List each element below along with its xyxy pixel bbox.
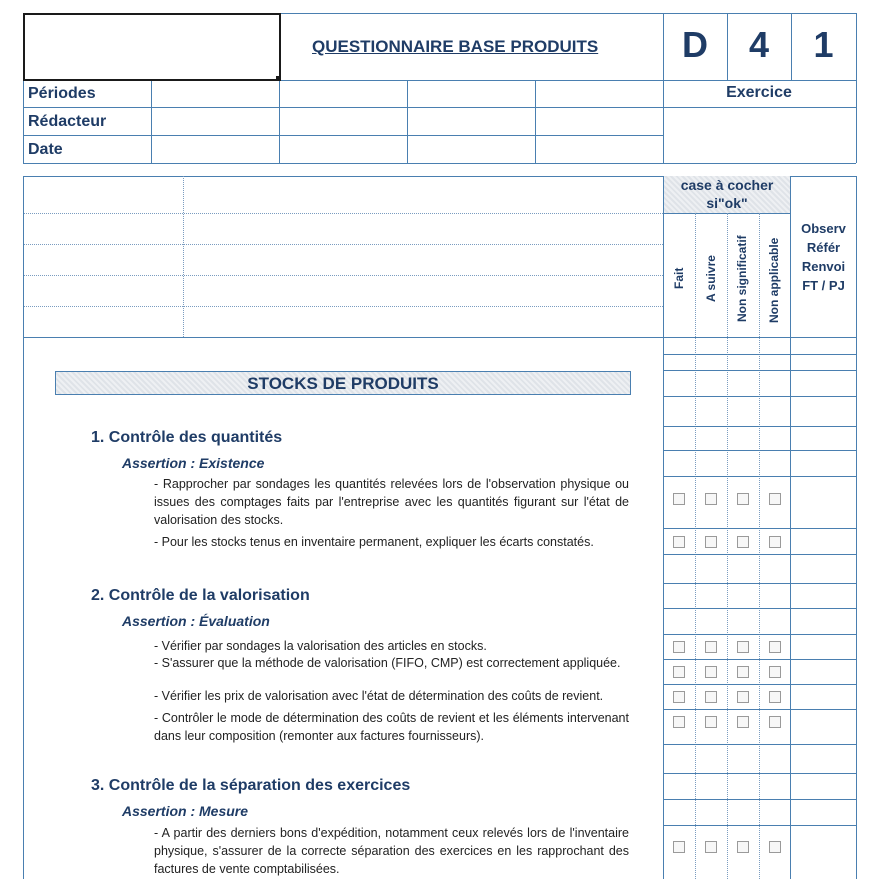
section-2-item-4: - Contrôler le mode de détermination des coûts de revient et les éléments intervenant dans leur composition (remonter aux factures fournisseurs). [154, 711, 629, 743]
checkbox-non-significatif[interactable] [737, 666, 749, 678]
checkbox-non-applicable[interactable] [769, 841, 781, 853]
checkbox-a-suivre[interactable] [705, 716, 717, 728]
checkbox-a-suivre[interactable] [705, 536, 717, 548]
obs-line-3: Renvoi [801, 259, 846, 274]
checkbox-non-significatif[interactable] [737, 716, 749, 728]
section-2-title: 2. Contrôle de la valorisation [91, 587, 310, 604]
section-2-assertion: Assertion : Évaluation [122, 613, 270, 629]
checkbox-group-label-2: si"ok" [706, 195, 748, 211]
section-3-title: 3. Contrôle de la séparation des exercices [91, 777, 411, 794]
checkbox-a-suivre[interactable] [705, 493, 717, 505]
col-header-fait: Fait [672, 267, 686, 289]
checkbox-non-applicable[interactable] [769, 716, 781, 728]
checkbox-non-applicable[interactable] [769, 641, 781, 653]
section-3-item-1: - A partir des derniers bons d'expédition, notamment ceux relevés lors de l'inventaire physique, s'assurer de la correcte séparation des exercices en les rapprochant des factures de vente comptabilisées. [154, 826, 629, 876]
section-1-assertion: Assertion : Existence [122, 455, 265, 471]
section-1-title: 1. Contrôle des quantités [91, 429, 283, 446]
checkbox-a-suivre[interactable] [705, 666, 717, 678]
col-header-observations [791, 219, 856, 295]
checkbox-non-significatif[interactable] [737, 641, 749, 653]
checkbox-non-significatif[interactable] [737, 691, 749, 703]
section-1-item-1: - Rapprocher par sondages les quantités relevées lors de l'observation physique ou issues des comptages faits par l'entreprise avec les quantités figurant sur l'état de valorisation des stocks. [154, 477, 629, 527]
checkbox-fait[interactable] [673, 536, 685, 548]
code-letter: D [682, 24, 708, 65]
checkbox-non-significatif[interactable] [737, 493, 749, 505]
section-2-item-3: - Vérifier les prix de valorisation avec l'état de détermination des coûts de revient. [154, 689, 604, 703]
checkbox-a-suivre[interactable] [705, 841, 717, 853]
checkbox-fait[interactable] [673, 716, 685, 728]
checkbox-fait[interactable] [673, 493, 685, 505]
code-digit-2: 1 [813, 24, 834, 65]
label-date: Date [28, 141, 63, 158]
checkbox-fait[interactable] [673, 666, 685, 678]
checkbox-non-applicable[interactable] [769, 666, 781, 678]
checkbox-non-applicable[interactable] [769, 493, 781, 505]
checkbox-fait[interactable] [673, 641, 685, 653]
section-2-item-2: - S'assurer que la méthode de valorisation (FIFO, CMP) est correctement appliquée. [154, 656, 621, 670]
obs-line-4: FT / PJ [802, 278, 845, 293]
checkbox-a-suivre[interactable] [705, 691, 717, 703]
checkbox-fait[interactable] [673, 841, 685, 853]
checkbox-non-applicable[interactable] [769, 691, 781, 703]
checkbox-non-significatif[interactable] [737, 841, 749, 853]
section-2-item-1: - Vérifier par sondages la valorisation des articles en stocks. [154, 639, 487, 653]
col-header-non-applicable: Non applicable [767, 237, 781, 323]
selected-cell[interactable] [23, 13, 281, 81]
checkbox-a-suivre[interactable] [705, 641, 717, 653]
obs-line-2: Référ [806, 240, 841, 255]
col-header-a-suivre: A suivre [704, 255, 718, 302]
section-1-item-2: - Pour les stocks tenus en inventaire permanent, expliquer les écarts constatés. [154, 535, 594, 549]
selection-handle[interactable] [276, 76, 281, 81]
label-periodes: Périodes [28, 85, 96, 102]
section-banner-text: STOCKS DE PRODUITS [247, 374, 439, 393]
checkbox-group-label-1: case à cocher [680, 177, 774, 193]
code-digit-1: 4 [748, 24, 770, 65]
section-banner [55, 371, 631, 395]
page-title: QUESTIONNAIRE BASE PRODUITS [312, 37, 599, 56]
checkbox-non-significatif[interactable] [737, 536, 749, 548]
exercice-label: Exercice [726, 84, 792, 101]
label-redacteur: Rédacteur [28, 113, 107, 130]
col-header-non-significatif: Non significatif [735, 235, 749, 322]
checkbox-fait[interactable] [673, 691, 685, 703]
checkbox-non-applicable[interactable] [769, 536, 781, 548]
section-3-assertion: Assertion : Mesure [122, 803, 249, 819]
obs-line-1: Observ [801, 221, 846, 236]
